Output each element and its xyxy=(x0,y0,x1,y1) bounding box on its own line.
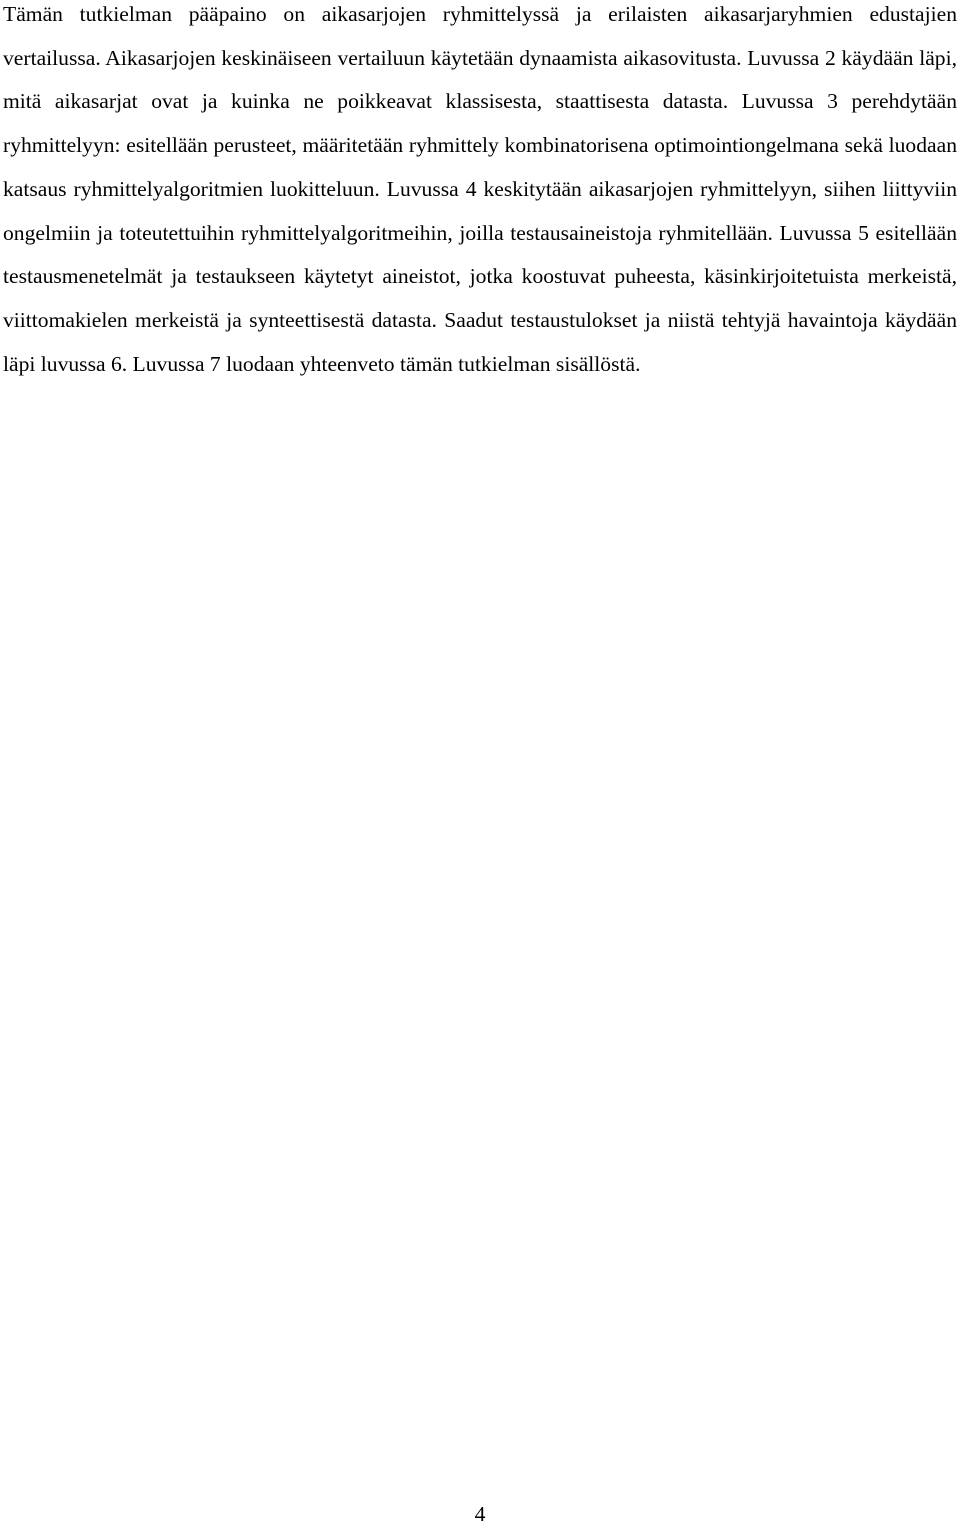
body-paragraph: Tämän tutkielman pääpaino on aikasarjojen ryhmittelyssä ja erilaisten aikasarjaryhmien edustajien vertailussa. Aikasarjojen keskinäiseen vertailuun käytetään dynaamista aikasovitusta. Luvussa 2 käydään läpi, mitä aikasarjat ovat ja kuinka ne poikkeavat klassisesta, staattisesta datasta. Luvussa 3 perehdytään ryhmittelyyn: esitellään perusteet, määritetään ryhmittely kombinatorisena optimointiongelmana sekä luodaan katsaus ryhmittelyalgoritmien luokitteluun. Luvussa 4 keskitytään aikasarjojen ryhmittelyyn, siihen liittyviin ongelmiin ja toteutettuihin ryhmittelyalgoritmeihin, joilla testausaineistoja ryhmitellään. Luvussa 5 esitellään testausmenetelmät ja testaukseen käytetyt aineistot, jotka koostuvat puheesta, käsinkirjoitetuista merkeistä, viittomakielen merkeistä ja synteettisestä datasta. Saadut testaustulokset ja niistä tehtyjä havaintoja käydään läpi luvussa 6. Luvussa 7 luodaan yhteenveto tämän tutkielman sisällöstä. xyxy=(3,2,957,376)
page-number: 4 xyxy=(474,1502,486,1526)
